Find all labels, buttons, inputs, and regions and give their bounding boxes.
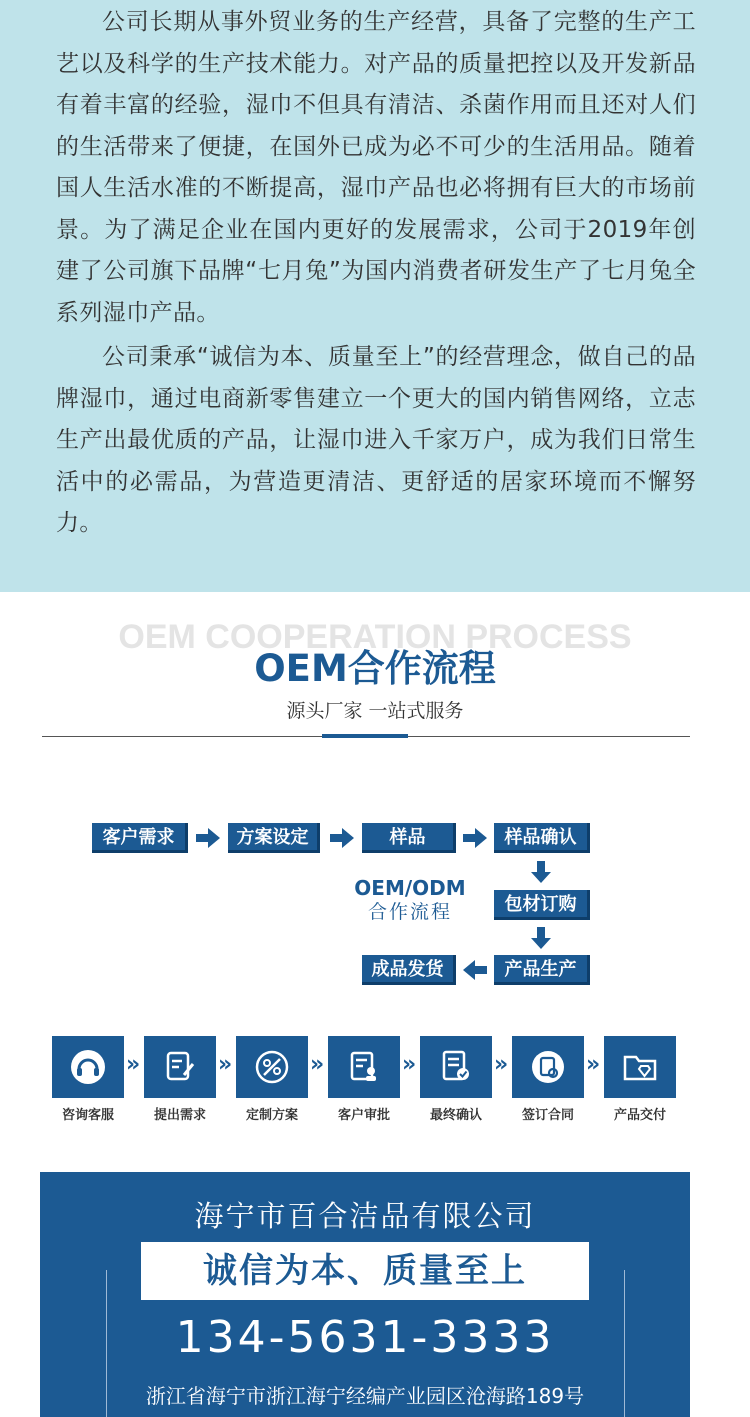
step-label-request: 提出需求 — [153, 1108, 206, 1123]
arrow-right-icon — [196, 828, 220, 848]
process-subtitle: 源头厂家 一站式服务 — [286, 700, 464, 722]
address: 浙江省海宁市浙江海宁经编产业园区沧海路189号 — [145, 1384, 585, 1408]
flow-step-packaging-order: 包材订购 — [494, 890, 590, 920]
delivery-icon — [604, 1036, 676, 1098]
step-label-consult: 咨询客服 — [61, 1108, 114, 1123]
flow-step-production: 产品生产 — [494, 955, 590, 985]
flow-center-line1: OEM/ODM — [354, 876, 466, 900]
phone-number[interactable]: 134-5631-3333 — [175, 1312, 555, 1363]
flow-step-sample-confirm: 样品确认 — [494, 823, 590, 853]
contract-icon — [512, 1036, 584, 1098]
step-label-approval: 客户审批 — [337, 1108, 390, 1123]
intro-paragraph-1: 公司长期从事外贸业务的生产经营，具备了完整的生产工艺以及科学的生产技术能力。对产品的质量把控以及开发新品有着丰富的经验，湿巾不但具有清洁、杀菌作用而且还对人们的生活带来了便捷，在国外已成为必不可少的生活用品。随着国人生活水准的不断提高，湿巾产品也必将拥有巨大的市场前景。为了满足企业在国内更好的发展需求，公司于2019年创建了公司旗下品牌“七月兔”为国内消费者研发生产了七月兔全系列湿巾产品。 — [56, 9, 696, 326]
chevron-right-icon: » — [586, 1052, 601, 1077]
contact-panel — [40, 1172, 690, 1417]
arrow-down-icon — [531, 927, 551, 949]
chevron-right-icon: » — [310, 1052, 325, 1077]
intro-paragraph-2: 公司秉承“诚信为本、质量至上”的经营理念，做自己的品牌湿巾，通过电商新零售建立一个更大的国内销售网络，立志生产出最优质的产品，让湿巾进入千家万户，成为我们日常生活中的必需品，为营造更清洁、更舒适的居家环境而不懈努力。 — [56, 344, 696, 536]
slogan-box — [141, 1242, 589, 1300]
flow-step-shipping: 成品发货 — [362, 955, 456, 985]
flow-center-line2: 合作流程 — [367, 901, 452, 923]
chevron-right-icon: » — [126, 1052, 141, 1077]
step-label-contract: 签订合同 — [521, 1108, 574, 1123]
chevron-right-icon: » — [494, 1052, 509, 1077]
edit-document-icon — [144, 1036, 216, 1098]
arrow-down-icon — [531, 861, 551, 883]
step-label-final-confirm: 最终确认 — [429, 1108, 482, 1123]
design-icon — [236, 1036, 308, 1098]
slogan: 诚信为本、质量至上 — [203, 1251, 527, 1291]
headset-icon — [52, 1036, 124, 1098]
divider-accent — [322, 734, 408, 738]
confirm-icon — [420, 1036, 492, 1098]
company-name: 海宁市百合洁品有限公司 — [194, 1199, 536, 1233]
approval-icon — [328, 1036, 400, 1098]
flow-center-label — [340, 876, 480, 924]
flow-step-sample: 样品 — [362, 823, 456, 853]
arrow-right-icon — [330, 828, 354, 848]
chevron-right-icon: » — [402, 1052, 417, 1077]
flow-step-customer-demand: 客户需求 — [92, 823, 188, 853]
process-background-title: OEM COOPERATION PROCESS — [118, 618, 632, 656]
arrow-right-icon — [463, 828, 487, 848]
step-label-delivery: 产品交付 — [613, 1108, 666, 1123]
process-title: OEM合作流程 — [254, 647, 496, 690]
step-label-custom-plan: 定制方案 — [245, 1108, 298, 1123]
chevron-right-icon: » — [218, 1052, 233, 1077]
intro-section — [0, 0, 750, 592]
flow-step-plan-setting: 方案设定 — [228, 823, 320, 853]
arrow-left-icon — [463, 960, 487, 980]
